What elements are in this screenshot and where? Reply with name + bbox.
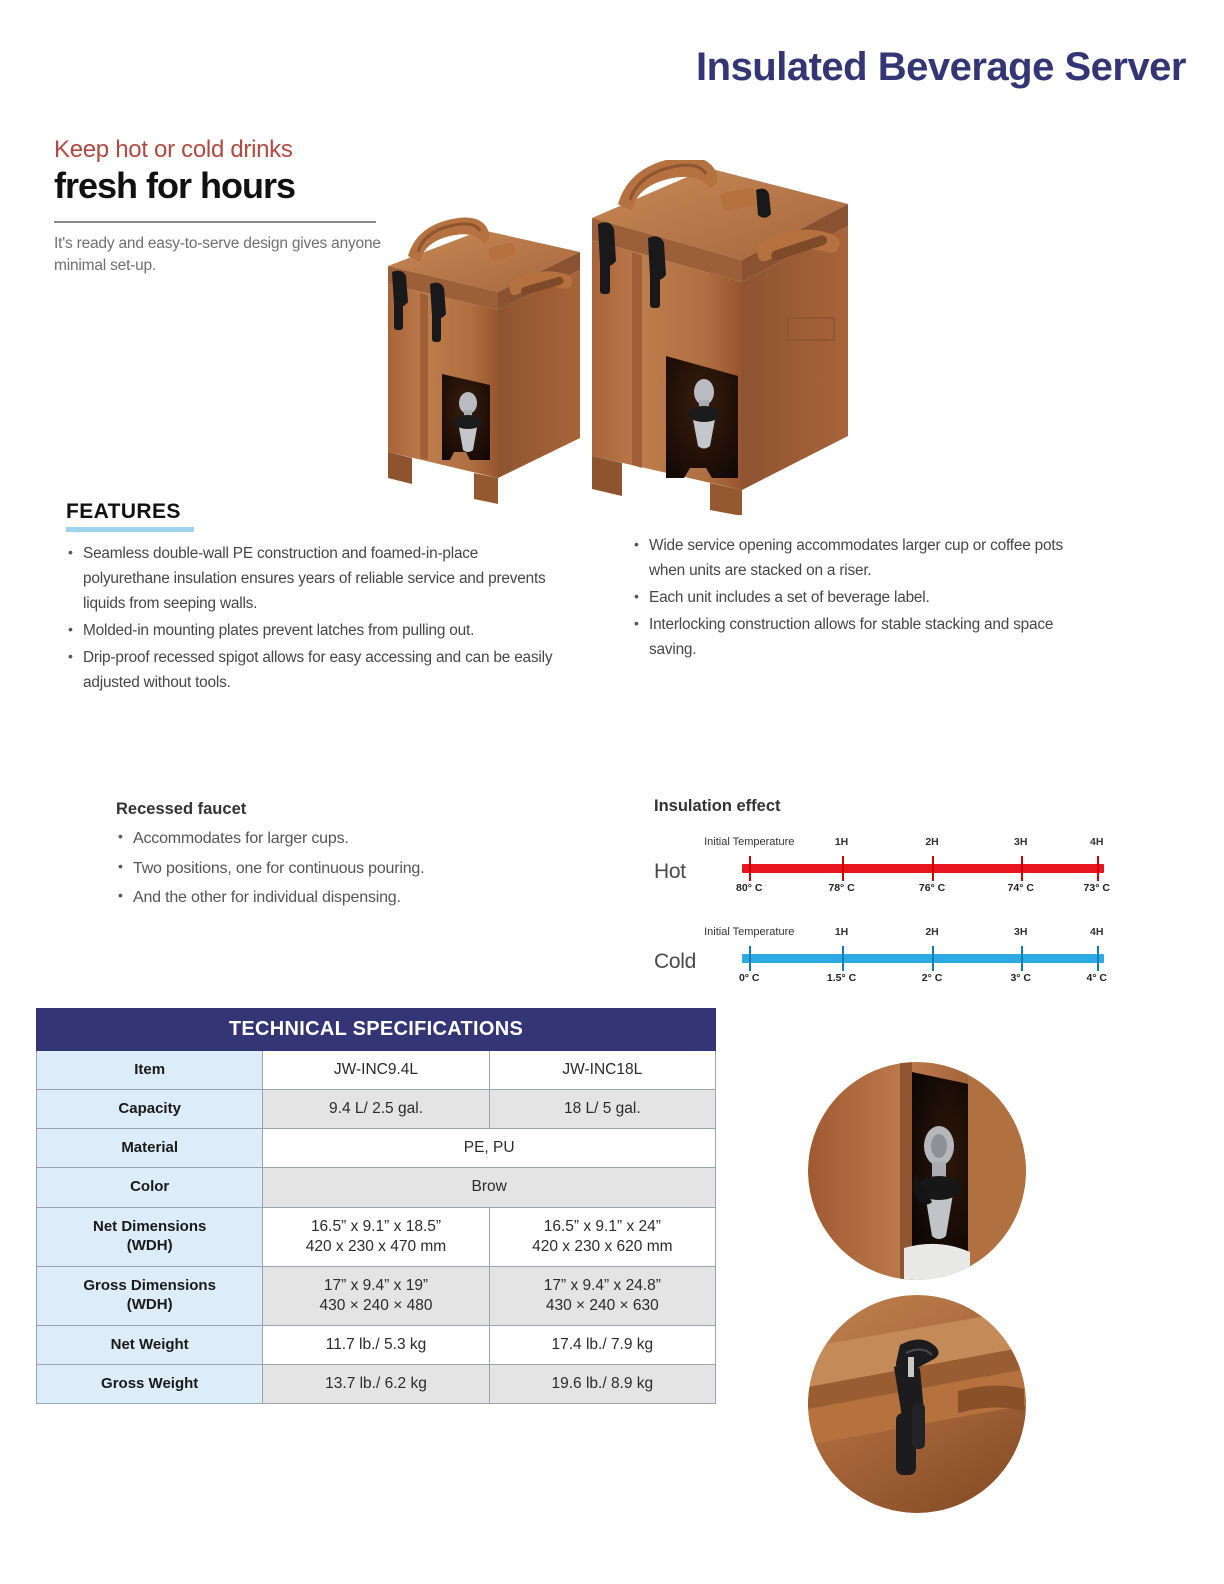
table-row [37, 1207, 716, 1266]
tick-mark [1021, 946, 1023, 971]
row-value: 17” x 9.4” x 19” 430 × 240 × 480 [263, 1266, 489, 1325]
row-value: 19.6 lb./ 8.9 kg [489, 1365, 715, 1404]
row-label: Net Dimensions (WDH) [37, 1207, 263, 1266]
table-header-row [37, 1009, 716, 1051]
row-label: Capacity [37, 1090, 263, 1129]
row-value: JW-INC18L [489, 1051, 715, 1090]
tick-label-time: 1H [834, 836, 849, 848]
insulation-series-cold [654, 924, 1108, 996]
tick-label-temperature: 74° C [1007, 882, 1034, 894]
detail-photo-latch [808, 1295, 1026, 1513]
row-value: 17” x 9.4” x 24.8” 430 × 240 × 630 [489, 1266, 715, 1325]
row-value: 16.5” x 9.1” x 24” 420 x 230 x 620 mm [489, 1207, 715, 1266]
headline-block [54, 136, 384, 278]
insulation-effect-title: Insulation effect [654, 797, 781, 815]
features-heading [66, 500, 194, 532]
row-label: Color [37, 1168, 263, 1207]
table-row [37, 1168, 716, 1207]
hot-bar [742, 864, 1104, 873]
tick-mark [842, 856, 844, 881]
row-label: Gross Dimensions (WDH) [37, 1266, 263, 1325]
headline-subtext: It's ready and easy-to-serve design gives anyone minimal set-up. [54, 234, 381, 275]
tick-label-temperature: 4° C [1086, 972, 1108, 984]
headline-kicker: Keep hot or cold drinks [54, 136, 293, 163]
tick-label-temperature: 76° C [918, 882, 946, 894]
tick-label-time: 4H [1090, 926, 1104, 938]
tick-label-time: 3H [1014, 926, 1028, 938]
recessed-faucet-section [116, 800, 546, 914]
list-item: • Accommodates for larger cups. [116, 825, 546, 853]
insulation-series-hot [654, 834, 1110, 906]
list-item: • And the other for individual dispensing. [116, 884, 546, 912]
tick-label-time: 4H [1090, 836, 1104, 848]
beverage-server-small [388, 218, 580, 504]
tick-mark [932, 946, 934, 971]
row-value: 11.7 lb./ 5.3 kg [263, 1326, 489, 1365]
list-item: • Two positions, one for continuous pouring. [116, 855, 546, 883]
insulation-effect-chart [654, 797, 1110, 996]
tick-label-time: Initial Temperature [704, 836, 795, 848]
recessed-faucet-title: Recessed faucet [116, 800, 247, 818]
table-row [37, 1090, 716, 1129]
features-right-list [632, 534, 1072, 665]
series-label-cold: Cold [654, 950, 696, 973]
page-title: Insulated Beverage Server [696, 45, 1186, 89]
tick-mark [1097, 946, 1099, 971]
product-hero-image [370, 160, 880, 515]
tick-label-temperature: 73° C [1083, 882, 1110, 894]
list-item: • Each unit includes a set of beverage label. [632, 586, 1072, 611]
tick-mark [842, 946, 844, 971]
technical-specifications-table [36, 1008, 716, 1404]
cold-bar [742, 954, 1104, 963]
table-row [37, 1129, 716, 1168]
table-row [37, 1266, 716, 1325]
row-value: Brow [263, 1168, 716, 1207]
list-item: • Wide service opening accommodates larger cup or coffee pots when units are stacked on a riser. [632, 534, 1072, 584]
list-item: • Seamless double-wall PE construction and foamed-in-place polyurethane insulation ensures years of reliable service and prevents liquids from seeping walls. [66, 542, 566, 617]
row-label: Net Weight [37, 1326, 263, 1365]
tick-label-time: 2H [925, 926, 939, 938]
hot-track [704, 834, 1110, 906]
table-row [37, 1326, 716, 1365]
tick-mark [749, 856, 751, 881]
tick-label-temperature: 2° C [921, 972, 943, 984]
list-item: • Drip-proof recessed spigot allows for easy accessing and can be easily adjusted without tools. [66, 646, 566, 696]
row-value: JW-INC9.4L [263, 1051, 489, 1090]
list-item: • Interlocking construction allows for stable stacking and space saving. [632, 613, 1072, 663]
tick-label-temperature: 1.5° C [826, 972, 857, 984]
row-value: 16.5” x 9.1” x 18.5” 420 x 230 x 470 mm [263, 1207, 489, 1266]
row-label: Material [37, 1129, 263, 1168]
row-value: 17.4 lb./ 7.9 kg [489, 1326, 715, 1365]
headline-main: fresh for hours [54, 165, 296, 207]
tick-mark [1021, 856, 1023, 881]
beverage-server-large [592, 160, 848, 515]
row-value: 18 L/ 5 gal. [489, 1090, 715, 1129]
features-left-list [66, 542, 566, 698]
tick-label-time: 2H [925, 836, 939, 848]
row-value: 13.7 lb./ 6.2 kg [263, 1365, 489, 1404]
tick-label-time: 1H [834, 926, 849, 938]
row-value: 9.4 L/ 2.5 gal. [263, 1090, 489, 1129]
recessed-faucet-list [116, 825, 546, 912]
features-underline [66, 527, 194, 532]
tick-label-time: Initial Temperature [704, 926, 795, 938]
tick-mark [932, 856, 934, 881]
table-row [37, 1051, 716, 1090]
tick-mark [1097, 856, 1099, 881]
list-item: • Molded-in mounting plates prevent latches from pulling out. [66, 619, 566, 644]
row-label: Item [37, 1051, 263, 1090]
series-label-hot: Hot [654, 860, 686, 883]
row-value: PE, PU [263, 1129, 716, 1168]
tick-label-temperature: 0° C [738, 972, 760, 984]
cold-track [704, 924, 1108, 996]
features-title: FEATURES [66, 500, 181, 523]
tick-mark [749, 946, 751, 971]
headline-divider [54, 221, 376, 223]
detail-photo-faucet [808, 1062, 1026, 1280]
tick-label-temperature: 78° C [828, 882, 855, 894]
tick-label-temperature: 80° C [736, 882, 763, 894]
tick-label-time: 3H [1014, 836, 1028, 848]
table-title: TECHNICAL SPECIFICATIONS [37, 1009, 716, 1051]
table-row [37, 1365, 716, 1404]
tick-label-temperature: 3° C [1010, 972, 1032, 984]
row-label: Gross Weight [37, 1365, 263, 1404]
